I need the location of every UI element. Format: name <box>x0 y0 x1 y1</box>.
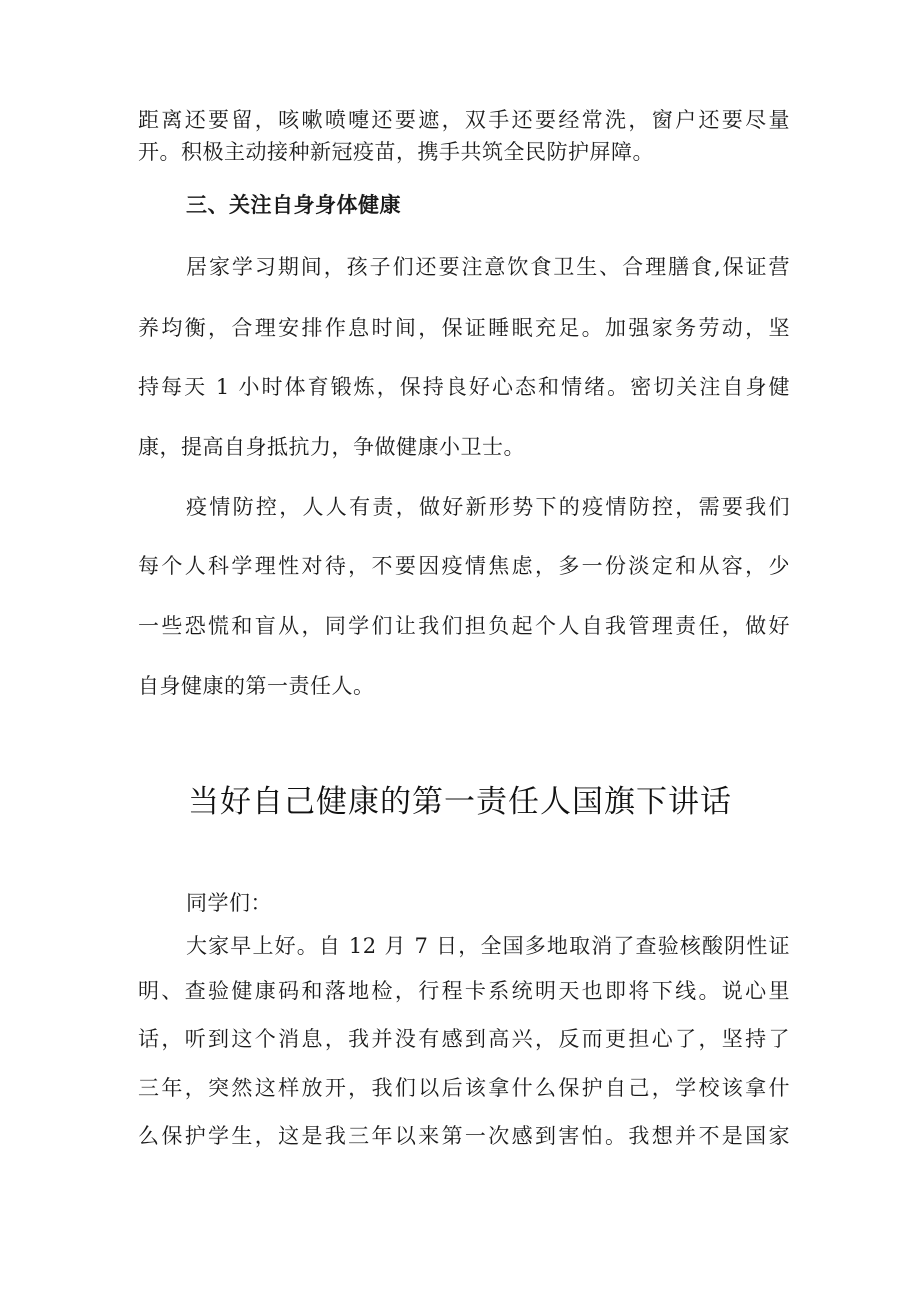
paragraph-line: 明、查验健康码和落地检，行程卡系统明天也即将下线。说心里 <box>138 979 790 1003</box>
speech-title: 当好自己健康的第一责任人国旗下讲话 <box>188 784 732 820</box>
paragraph-line: 疫情防控，人人有责，做好新形势下的疫情防控，需要我们 <box>186 495 790 519</box>
paragraph-line: 康，提高自身抵抗力，争做健康小卫士。 <box>138 435 525 459</box>
paragraph-line: 养均衡，合理安排作息时间，保证睡眠充足。加强家务劳动，坚 <box>138 316 790 340</box>
paragraph-line: 自身健康的第一责任人。 <box>138 674 375 698</box>
paragraph-line: 话，听到这个消息，我并没有感到高兴，反而更担心了，坚持了 <box>138 1027 790 1051</box>
section-heading: 三、关注自身身体健康 <box>186 193 401 217</box>
paragraph-line: 大家早上好。自 12 月 7 日，全国多地取消了查验核酸阴性证 <box>186 934 790 958</box>
paragraph-line: 持每天 1 小时体育锻炼，保持良好心态和情绪。密切关注自身健 <box>138 375 790 399</box>
paragraph-line: 居家学习期间，孩子们还要注意饮食卫生、合理膳食,保证营 <box>186 255 790 279</box>
intro-line-1: 距离还要留，咳嗽喷嚏还要遮，双手还要经常洗，窗户还要尽量 <box>138 108 790 132</box>
intro-line-2: 开。积极主动接种新冠疫苗，携手共筑全民防护屏障。 <box>138 140 654 164</box>
paragraph-line: 每个人科学理性对待，不要因疫情焦虑，多一份淡定和从容，少 <box>138 554 790 578</box>
paragraph-line: 一些恐慌和盲从，同学们让我们担负起个人自我管理责任，做好 <box>138 614 790 638</box>
speech-greeting: 同学们： <box>186 891 272 915</box>
paragraph-line: 么保护学生，这是我三年以来第一次感到害怕。我想并不是国家 <box>138 1124 790 1148</box>
paragraph-line: 三年，突然这样放开，我们以后该拿什么保护自己，学校该拿什 <box>138 1076 790 1100</box>
